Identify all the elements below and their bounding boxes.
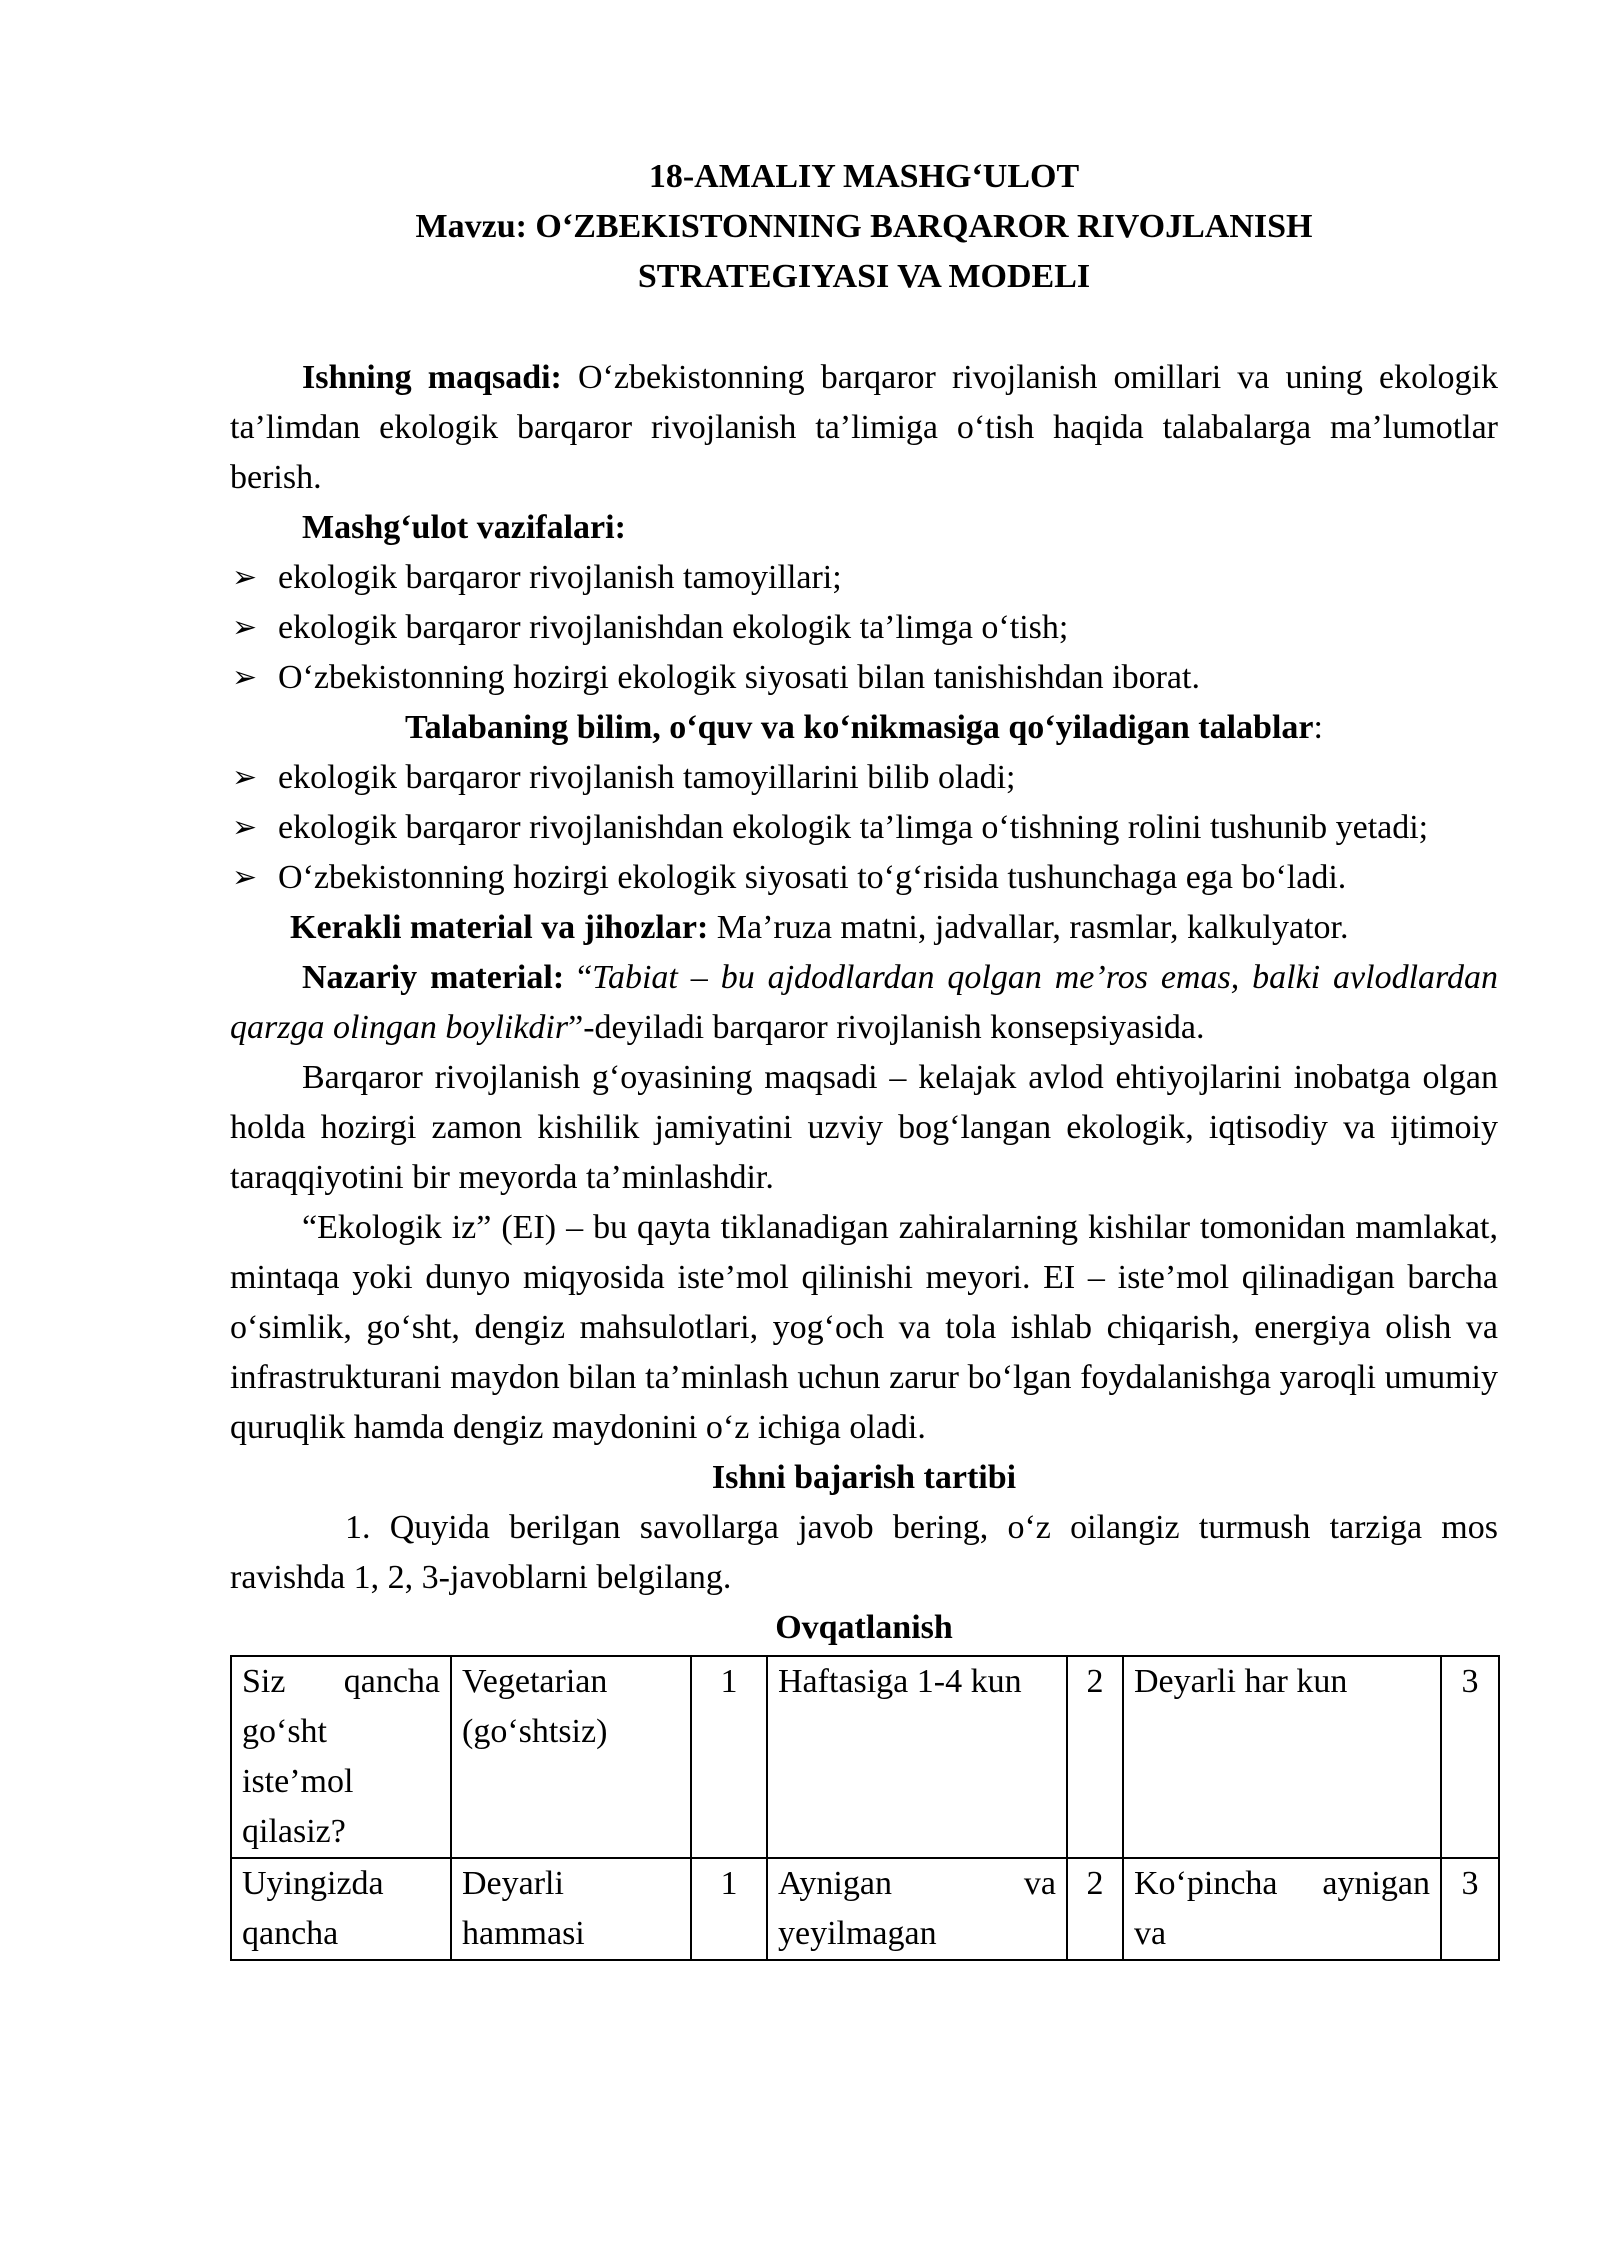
arrow-bullet-icon: ➢	[232, 811, 258, 844]
option-cell: Aynigan va yeyilmagan	[767, 1858, 1067, 1960]
materials-label: Kerakli material va jihozlar:	[290, 909, 709, 946]
option-cell: Deyarli hammasi	[451, 1858, 691, 1960]
score-cell: 2	[1067, 1858, 1123, 1960]
table-row	[231, 1656, 1499, 1858]
list-item: ➢ O‘zbekistonning hozirgi ekologik siyosati bilan tanishishdan iborat.	[230, 653, 1498, 703]
requirements-heading: Talabaning bilim, o‘quv va ko‘nikmasiga qo‘yiladigan talablar:	[405, 709, 1323, 746]
body-paragraph: Barqaror rivojlanish g‘oyasining maqsadi – kelajak avlod ehtiyojlarini inobatga olgan holda hozirgi zamon kishilik jamiyatini uzviy bog‘langan ekologik, iqtisodiy va ijtimoiy taraqqiyotini bir meyorda ta’minlashdir.	[230, 1059, 1498, 1196]
body-paragraph: “Ekologik iz” (EI) – bu qayta tiklanadigan zahiralarning kishilar tomonidan mamlakat, mintaqa yoki dunyo miqyosida iste’mol qilinishi meyori. EI – iste’mol qilinadigan barcha o‘simlik, go‘sht, dengiz mahsulotlari, yog‘och va tola ishlab chiqarish, energiya olish va infrastrukturani maydon bilan ta’minlash uchun zarur bo‘lgan foydalanishga yaroqli umumiy quruqlik hamda dengiz maydonini o‘z ichiga oladi.	[230, 1209, 1498, 1446]
purpose-paragraph	[230, 353, 1498, 503]
score-cell: 2	[1067, 1656, 1123, 1858]
theory-paragraph: Nazariy material: “Tabiat – bu ajdodlardan qolgan me’ros emas, balki avlodlardan qarzga olingan boylikdir”-deyiladi barqaror rivojlanish konsepsiyasida.	[230, 959, 1498, 1046]
arrow-bullet-icon: ➢	[232, 611, 258, 644]
purpose-label: Ishning maqsadi:	[302, 359, 562, 396]
tasks-heading: Mashg‘ulot vazifalari:	[302, 509, 626, 546]
materials-paragraph	[230, 903, 1498, 953]
question-cell: Siz qancha go‘sht iste’mol qilasiz?	[231, 1656, 451, 1858]
practical-title: 18-AMALIY MASHG‘ULOT	[648, 158, 1080, 195]
option-cell: Haftasiga 1-4 kun	[767, 1656, 1067, 1858]
document-body	[230, 353, 1498, 1961]
tasks-list	[230, 553, 1498, 703]
option-cell: Ko‘pincha aynigan va	[1123, 1858, 1441, 1960]
questionnaire-table	[230, 1655, 1500, 1961]
list-item: ➢ ekologik barqaror rivojlanishdan ekologik ta’limga o‘tish;	[230, 603, 1498, 653]
arrow-bullet-icon: ➢	[232, 861, 258, 894]
procedure-instruction: 1. Quyida berilgan savollarga javob bering, o‘z oilangiz turmush tarziga mos ravishda 1, 2, 3-javoblarni belgilang.	[230, 1509, 1498, 1596]
theory-label: Nazariy material:	[302, 959, 565, 996]
table-caption: Ovqatlanish	[775, 1609, 953, 1646]
list-item: ➢ O‘zbekistonning hozirgi ekologik siyosati to‘g‘risida tushunchaga ega bo‘ladi.	[230, 853, 1498, 903]
arrow-bullet-icon: ➢	[232, 661, 258, 694]
arrow-bullet-icon: ➢	[232, 761, 258, 794]
score-cell: 1	[691, 1858, 767, 1960]
title-block	[230, 152, 1498, 302]
materials-text: Ma’ruza matni, jadvallar, rasmlar, kalkulyator.	[708, 909, 1349, 946]
topic-line-1: Mavzu: O‘ZBEKISTONNING BARQAROR RIVOJLANISH	[415, 208, 1313, 245]
question-cell: Uyingizda qancha	[231, 1858, 451, 1960]
theory-quote: Tabiat – bu ajdodlardan qolgan me’ros emas, balki avlodlardan qarzga olingan boylikdir	[230, 959, 1498, 1046]
list-item: ➢ ekologik barqaror rivojlanish tamoyillarini bilib oladi;	[230, 753, 1498, 803]
table-row	[231, 1858, 1499, 1960]
requirements-list	[230, 753, 1498, 903]
option-cell: Vegetarian (go‘shtsiz)	[451, 1656, 691, 1858]
option-cell: Deyarli har kun	[1123, 1656, 1441, 1858]
arrow-bullet-icon: ➢	[232, 561, 258, 594]
score-cell: 3	[1441, 1858, 1499, 1960]
purpose-text: O‘zbekistonning barqaror rivojlanish omillari va uning ekologik ta’limdan ekologik barqaror rivojlanish ta’limiga o‘tish haqida talabalarga ma’lumotlar berish.	[230, 359, 1498, 496]
score-cell: 1	[691, 1656, 767, 1858]
list-item: ➢ ekologik barqaror rivojlanish tamoyillari;	[230, 553, 1498, 603]
list-item: ➢ ekologik barqaror rivojlanishdan ekologik ta’limga o‘tishning rolini tushunib yetadi;	[230, 803, 1498, 853]
procedure-heading: Ishni bajarish tartibi	[711, 1459, 1017, 1496]
score-cell: 3	[1441, 1656, 1499, 1858]
topic-line-2: STRATEGIYASI VA MODELI	[637, 258, 1091, 295]
